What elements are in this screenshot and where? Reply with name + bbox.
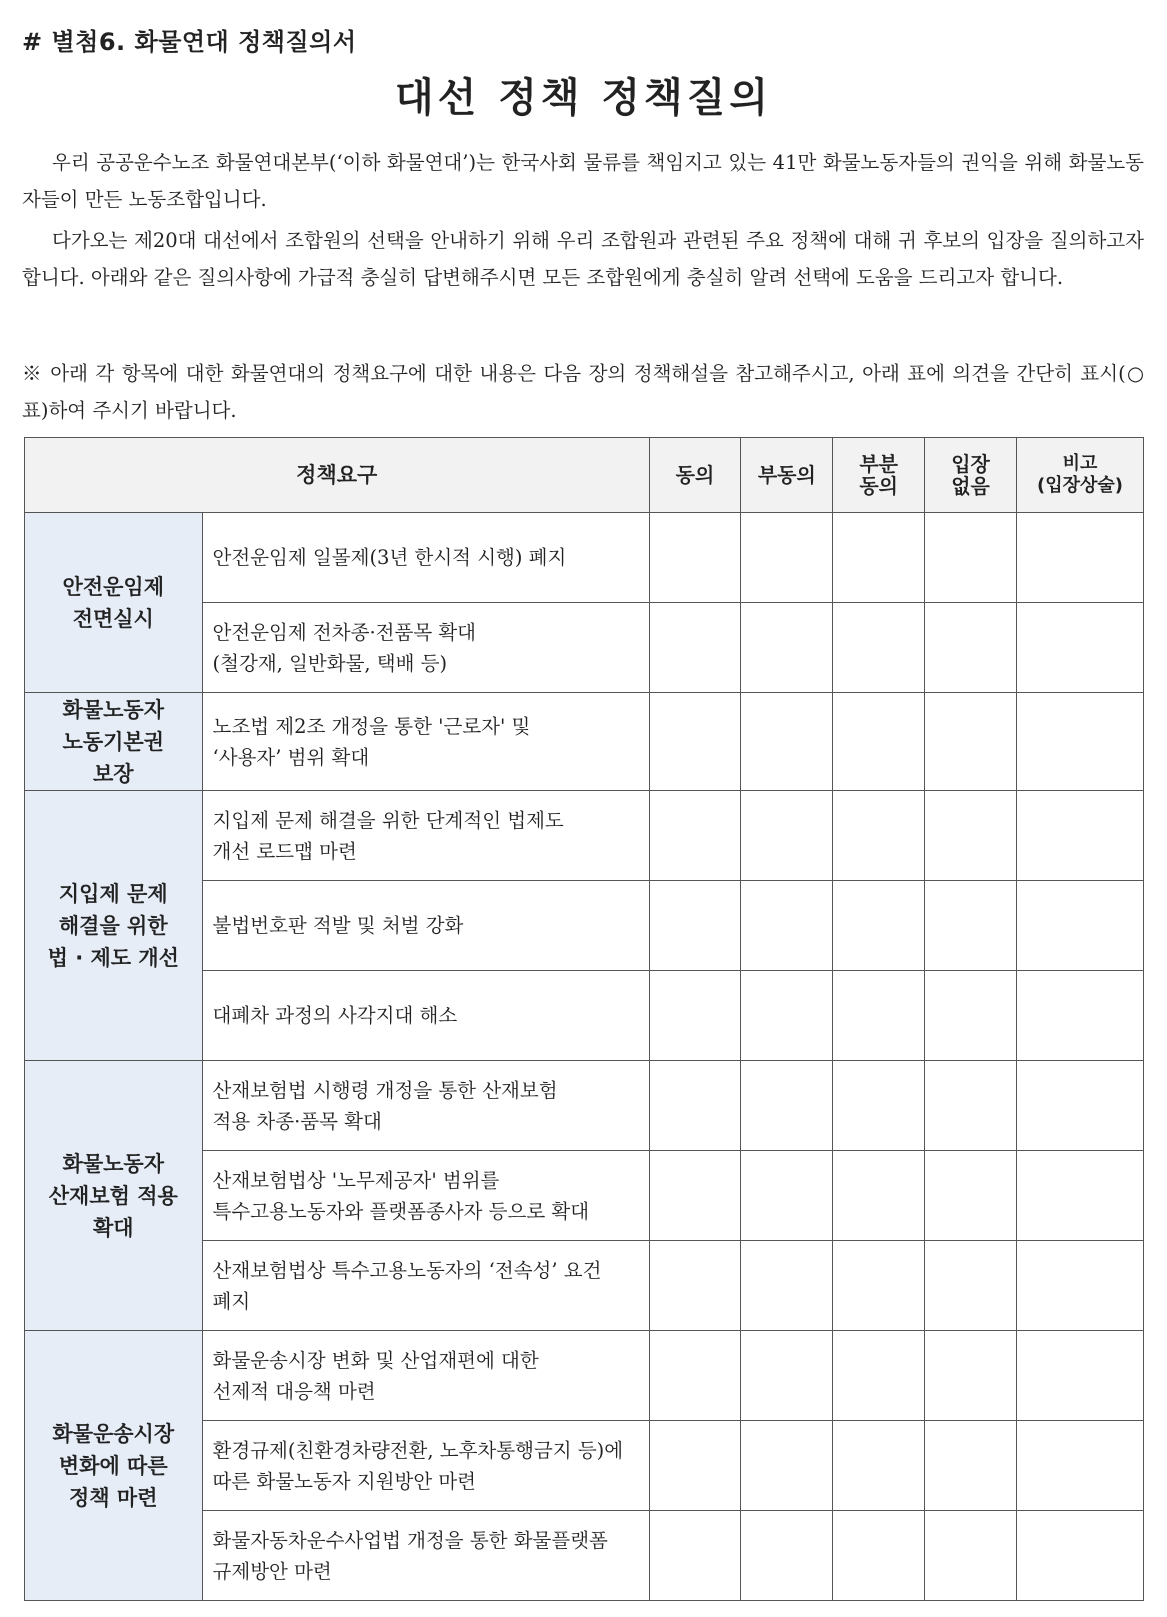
agree-cell[interactable]	[649, 1421, 741, 1511]
remarks-cell[interactable]	[1016, 971, 1143, 1061]
header-agree: 동의	[649, 438, 741, 513]
partial-agree-cell[interactable]	[833, 881, 925, 971]
disagree-cell[interactable]	[741, 513, 833, 603]
disagree-cell[interactable]	[741, 971, 833, 1061]
remarks-cell[interactable]	[1016, 881, 1143, 971]
policy-item: 환경규제(친환경차량전환, 노후차통행금지 등)에 따른 화물노동자 지원방안 마련	[202, 1421, 649, 1511]
category-cell: 화물운송시장 변화에 따른 정책 마련	[25, 1331, 203, 1601]
instruction-note: ※ 아래 각 항목에 대한 화물연대의 정책요구에 대한 내용은 다음 장의 정책해설을 참고해주시고, 아래 표에 의견을 간단히 표시(○표)하여 주시기 바랍니다.	[22, 362, 1144, 422]
agree-cell[interactable]	[649, 1061, 741, 1151]
partial-agree-cell[interactable]	[833, 1241, 925, 1331]
partial-agree-cell[interactable]	[833, 513, 925, 603]
partial-agree-cell[interactable]	[833, 791, 925, 881]
intro-paragraph-2: 다가오는 제20대 대선에서 조합원의 선택을 안내하기 위해 우리 조합원과 관련된 주요 정책에 대해 귀 후보의 입장을 질의하고자 합니다. 아래와 같은 질의사항에 가급적 충실히 답변해주시면 모든 조합원에게 충실히 알려 선택에 도움을 드리고자 합니다.	[22, 229, 1144, 289]
remarks-cell[interactable]	[1016, 1331, 1143, 1421]
header-no-position: 입장 없음	[925, 438, 1017, 513]
remarks-cell[interactable]	[1016, 1061, 1143, 1151]
remarks-cell[interactable]	[1016, 693, 1143, 791]
disagree-cell[interactable]	[741, 1511, 833, 1601]
remarks-cell[interactable]	[1016, 791, 1143, 881]
policy-item: 안전운임제 일몰제(3년 한시적 시행) 폐지	[202, 513, 649, 603]
policy-item: 산재보험법 시행령 개정을 통한 산재보험 적용 차종·품목 확대	[202, 1061, 649, 1151]
policy-item: 산재보험법상 특수고용노동자의 ‘전속성’ 요건 폐지	[202, 1241, 649, 1331]
category-cell: 지입제 문제 해결을 위한 법 · 제도 개선	[25, 791, 203, 1061]
category-cell: 안전운임제 전면실시	[25, 513, 203, 693]
table-row	[25, 1061, 1144, 1151]
disagree-cell[interactable]	[741, 881, 833, 971]
disagree-cell[interactable]	[741, 1331, 833, 1421]
partial-agree-cell[interactable]	[833, 693, 925, 791]
agree-cell[interactable]	[649, 791, 741, 881]
disagree-cell[interactable]	[741, 603, 833, 693]
no-position-cell[interactable]	[925, 693, 1017, 791]
agree-cell[interactable]	[649, 693, 741, 791]
partial-agree-cell[interactable]	[833, 1151, 925, 1241]
no-position-cell[interactable]	[925, 971, 1017, 1061]
category-cell: 화물노동자 노동기본권 보장	[25, 693, 203, 791]
policy-item: 노조법 제2조 개정을 통한 '근로자' 및 ‘사용자’ 범위 확대	[202, 693, 649, 791]
no-position-cell[interactable]	[925, 1421, 1017, 1511]
disagree-cell[interactable]	[741, 791, 833, 881]
table-row	[25, 791, 1144, 881]
disagree-cell[interactable]	[741, 1241, 833, 1331]
agree-cell[interactable]	[649, 1151, 741, 1241]
intro-paragraph-1: 우리 공공운수노조 화물연대본부(‘이하 화물연대’)는 한국사회 물류를 책임지고 있는 41만 화물노동자들의 권익을 위해 화물노동자들이 만든 노동조합입니다.	[22, 151, 1144, 211]
remarks-cell[interactable]	[1016, 1421, 1143, 1511]
agree-cell[interactable]	[649, 971, 741, 1061]
partial-agree-cell[interactable]	[833, 1421, 925, 1511]
disagree-cell[interactable]	[741, 693, 833, 791]
disagree-cell[interactable]	[741, 1151, 833, 1241]
no-position-cell[interactable]	[925, 1061, 1017, 1151]
table-row	[25, 1331, 1144, 1421]
policy-item: 불법번호판 적발 및 처벌 강화	[202, 881, 649, 971]
no-position-cell[interactable]	[925, 1331, 1017, 1421]
no-position-cell[interactable]	[925, 1241, 1017, 1331]
no-position-cell[interactable]	[925, 1151, 1017, 1241]
no-position-cell[interactable]	[925, 603, 1017, 693]
no-position-cell[interactable]	[925, 881, 1017, 971]
table-row	[25, 693, 1144, 791]
partial-agree-cell[interactable]	[833, 603, 925, 693]
table-header-row	[25, 438, 1144, 513]
remarks-cell[interactable]	[1016, 1241, 1143, 1331]
agree-cell[interactable]	[649, 1241, 741, 1331]
table-row	[25, 513, 1144, 603]
remarks-cell[interactable]	[1016, 1511, 1143, 1601]
policy-item: 화물자동차운수사업법 개정을 통한 화물플랫폼 규제방안 마련	[202, 1511, 649, 1601]
header-remarks: 비고 (입장상술)	[1016, 438, 1143, 513]
category-cell: 화물노동자 산재보험 적용 확대	[25, 1061, 203, 1331]
agree-cell[interactable]	[649, 1511, 741, 1601]
attachment-label: # 별첨6. 화물연대 정책질의서	[22, 28, 357, 56]
document-title: 대선 정책 정책질의	[395, 74, 772, 121]
policy-item: 지입제 문제 해결을 위한 단계적인 법제도 개선 로드맵 마련	[202, 791, 649, 881]
no-position-cell[interactable]	[925, 513, 1017, 603]
remarks-cell[interactable]	[1016, 603, 1143, 693]
policy-item: 안전운임제 전차종·전품목 확대 (철강재, 일반화물, 택배 등)	[202, 603, 649, 693]
partial-agree-cell[interactable]	[833, 971, 925, 1061]
policy-item: 화물운송시장 변화 및 산업재편에 대한 선제적 대응책 마련	[202, 1331, 649, 1421]
disagree-cell[interactable]	[741, 1421, 833, 1511]
partial-agree-cell[interactable]	[833, 1511, 925, 1601]
agree-cell[interactable]	[649, 603, 741, 693]
header-policy: 정책요구	[25, 438, 650, 513]
policy-item: 대폐차 과정의 사각지대 해소	[202, 971, 649, 1061]
disagree-cell[interactable]	[741, 1061, 833, 1151]
partial-agree-cell[interactable]	[833, 1331, 925, 1421]
agree-cell[interactable]	[649, 1331, 741, 1421]
header-partial-agree: 부분 동의	[833, 438, 925, 513]
no-position-cell[interactable]	[925, 791, 1017, 881]
policy-questionnaire-table	[24, 437, 1144, 1601]
header-disagree: 부동의	[741, 438, 833, 513]
partial-agree-cell[interactable]	[833, 1061, 925, 1151]
policy-item: 산재보험법상 '노무제공자' 범위를 특수고용노동자와 플랫폼종사자 등으로 확대	[202, 1151, 649, 1241]
agree-cell[interactable]	[649, 881, 741, 971]
agree-cell[interactable]	[649, 513, 741, 603]
remarks-cell[interactable]	[1016, 513, 1143, 603]
remarks-cell[interactable]	[1016, 1151, 1143, 1241]
no-position-cell[interactable]	[925, 1511, 1017, 1601]
